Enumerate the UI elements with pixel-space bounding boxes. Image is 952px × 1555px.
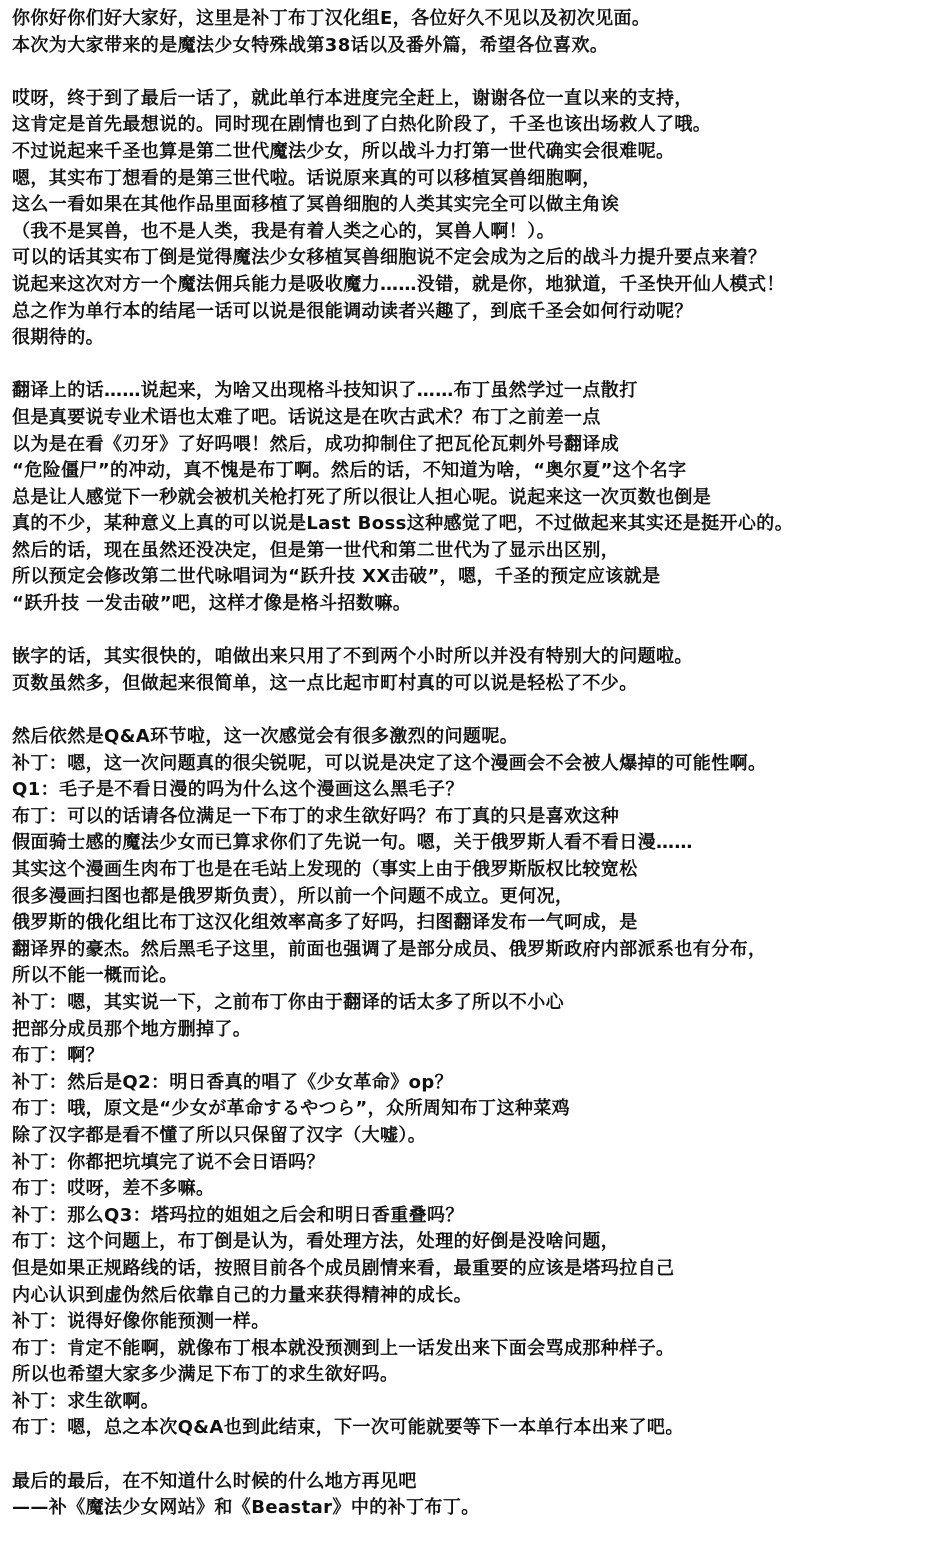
text-line: 布丁：哦，原文是“少女が革命するやつら”，众所周知布丁这种菜鸡 <box>12 1098 571 1120</box>
paragraph-spacer <box>12 59 944 86</box>
text-line: 内心认识到虚伪然后依靠自己的力量来获得精神的成长。 <box>12 1284 472 1306</box>
text-line: 总之作为单行本的结尾一话可以说是很能调动读者兴趣了，到底千圣会如何行动呢？ <box>12 300 693 322</box>
text-line: “危险僵尸”的冲动，真不愧是布丁啊。然后的话，不知道为啥，“奥尔夏”这个名字 <box>12 460 687 482</box>
afterword-text <box>12 6 944 1522</box>
paragraph-spacer <box>12 1442 944 1469</box>
paragraph-spacer <box>12 697 944 724</box>
text-line: 但是如果正规路线的话，按照目前各个成员剧情来看，最重要的应该是塔玛拉自己 <box>12 1257 675 1279</box>
text-line: 翻译上的话……说起来，为啥又出现格斗技知识了……布丁虽然学过一点散打 <box>12 380 638 402</box>
text-line: 不过说起来千圣也算是第二世代魔法少女，所以战斗力打第一世代确实会很难呢。 <box>12 140 675 162</box>
text-line: 补丁：说得好像你能预测一样。 <box>12 1311 270 1333</box>
text-line: 俄罗斯的俄化组比布丁这汉化组效率高多了好吗，扫图翻译发布一气呵成，是 <box>12 912 638 934</box>
text-line: 说起来这次对方一个魔法佣兵能力是吸收魔力……没错，就是你，地狱道，千圣快开仙人模式！ <box>12 273 785 295</box>
text-line: 然后依然是Q&A环节啦，这一次感觉会有很多激烈的问题呢。 <box>12 726 519 748</box>
text-line: 布丁：可以的话请各位满足一下布丁的求生欲好吗？布丁真的只是喜欢这种 <box>12 805 620 827</box>
text-line: 哎呀，终于到了最后一话了，就此单行本进度完全赶上，谢谢各位一直以来的支持， <box>12 87 693 109</box>
text-line: 补丁：嗯，这一次问题真的很尖锐呢，可以说是决定了这个漫画会不会被人爆掉的可能性啊。 <box>12 752 767 774</box>
paragraph-story-comments <box>12 86 944 352</box>
text-line: 除了汉字都是看不懂了所以只保留了汉字（大嘘）。 <box>12 1124 427 1146</box>
paragraph-translation-notes <box>12 378 944 617</box>
text-line: 补丁：嗯，其实说一下，之前布丁你由于翻译的话太多了所以不小心 <box>12 991 564 1013</box>
text-line: 所以不能一概而论。 <box>12 965 178 987</box>
paragraph-spacer <box>12 352 944 379</box>
text-line: 很多漫画扫图也都是俄罗斯负责），所以前一个问题不成立。更何况， <box>12 885 574 907</box>
text-line: “跃升技 一发击破”吧，这样才像是格斗招数嘛。 <box>12 593 412 615</box>
text-line: 真的不少，某种意义上真的可以说是Last Boss这种感觉了吧，不过做起来其实还是挺开心的。 <box>12 513 794 535</box>
text-line: 布丁：哎呀，差不多嘛。 <box>12 1178 215 1200</box>
text-line: 所以预定会修改第二世代咏唱词为“跃升技 XX击破”，嗯，千圣的预定应该就是 <box>12 566 661 588</box>
text-line: 布丁：肯定不能啊，就像布丁根本就没预测到上一话发出来下面会骂成那种样子。 <box>12 1337 675 1359</box>
text-line: 布丁：这个问题上，布丁倒是认为，看处理方法，处理的好倒是没啥问题， <box>12 1231 620 1253</box>
text-line: 然后的话，现在虽然还没决定，但是第一世代和第二世代为了显示出区别， <box>12 539 620 561</box>
text-line: 可以的话其实布丁倒是觉得魔法少女移植冥兽细胞说不定会成为之后的战斗力提升要点来着？ <box>12 247 767 269</box>
text-line: 翻译界的豪杰。然后黑毛子这里，前面也强调了是部分成员、俄罗斯政府内部派系也有分布， <box>12 938 767 960</box>
text-line: 补丁：求生欲啊。 <box>12 1390 160 1412</box>
text-line: 最后的最后，在不知道什么时候的什么地方再见吧 <box>12 1470 417 1492</box>
text-line: 但是真要说专业术语也太难了吧。话说这是在吹古武术？布丁之前差一点 <box>12 406 601 428</box>
text-line: 布丁：啊？ <box>12 1045 104 1067</box>
text-line: 补丁：然后是Q2：明日香真的唱了《少女革命》op？ <box>12 1071 454 1093</box>
text-line: 这么一看如果在其他作品里面移植了冥兽细胞的人类其实完全可以做主角诶 <box>12 194 620 216</box>
paragraph-greeting <box>12 6 944 59</box>
text-line: 布丁：嗯，总之本次Q&A也到此结束，下一次可能就要等下一本单行本出来了吧。 <box>12 1417 684 1439</box>
text-line: 其实这个漫画生肉布丁也是在毛站上发现的（事实上由于俄罗斯版权比较宽松 <box>12 859 638 880</box>
text-line: 嵌字的话，其实很快的，咱做出来只用了不到两个小时所以并没有特别大的问题啦。 <box>12 646 693 668</box>
text-line: 补丁：那么Q3：塔玛拉的姐姐之后会和明日香重叠吗？ <box>12 1204 464 1226</box>
signature-line: ——补《魔法少女网站》和《Beastar》中的补丁布丁。 <box>12 1497 480 1519</box>
text-line: 嗯，其实布丁想看的是第三世代啦。话说原来真的可以移植冥兽细胞啊， <box>12 167 601 189</box>
text-line: 以为是在看《刃牙》了好吗喂！然后，成功抑制住了把瓦伦瓦剌外号翻译成 <box>12 433 620 455</box>
text-line: 补丁：你都把坑填完了说不会日语吗？ <box>12 1151 325 1173</box>
text-line: 本次为大家带来的是魔法少女特殊战第38话以及番外篇，希望各位喜欢。 <box>12 34 609 56</box>
text-line: （我不是冥兽，也不是人类，我是有着人类之心的，冥兽人啊！）。 <box>12 220 555 242</box>
text-line: 所以也希望大家多少满足下布丁的求生欲好吗。 <box>12 1364 399 1386</box>
paragraph-closing <box>12 1469 944 1522</box>
text-line: 假面骑士感的魔法少女而已算求你们了先说一句。嗯，关于俄罗斯人看不看日漫…… <box>12 832 693 854</box>
text-line: Q1：毛子是不看日漫的吗为什么这个漫画这么黑毛子？ <box>12 779 464 801</box>
text-line: 总是让人感觉下一秒就会被机关枪打死了所以很让人担心呢。说起来这一次页数也倒是 <box>12 486 712 508</box>
text-line: 你你好你们好大家好，这里是补丁布丁汉化组E，各位好久不见以及初次见面。 <box>12 8 651 29</box>
text-line: 这肯定是首先最想说的。同时现在剧情也到了白热化阶段了，千圣也该出场救人了哦。 <box>12 114 712 136</box>
paragraph-spacer <box>12 618 944 645</box>
paragraph-typesetting-notes <box>12 644 944 697</box>
text-line: 把部分成员那个地方删掉了。 <box>12 1018 252 1040</box>
text-line: 很期待的。 <box>12 327 104 349</box>
paragraph-qa-section <box>12 724 944 1442</box>
text-line: 页数虽然多，但做起来很简单，这一点比起市町村真的可以说是轻松了不少。 <box>12 672 638 694</box>
